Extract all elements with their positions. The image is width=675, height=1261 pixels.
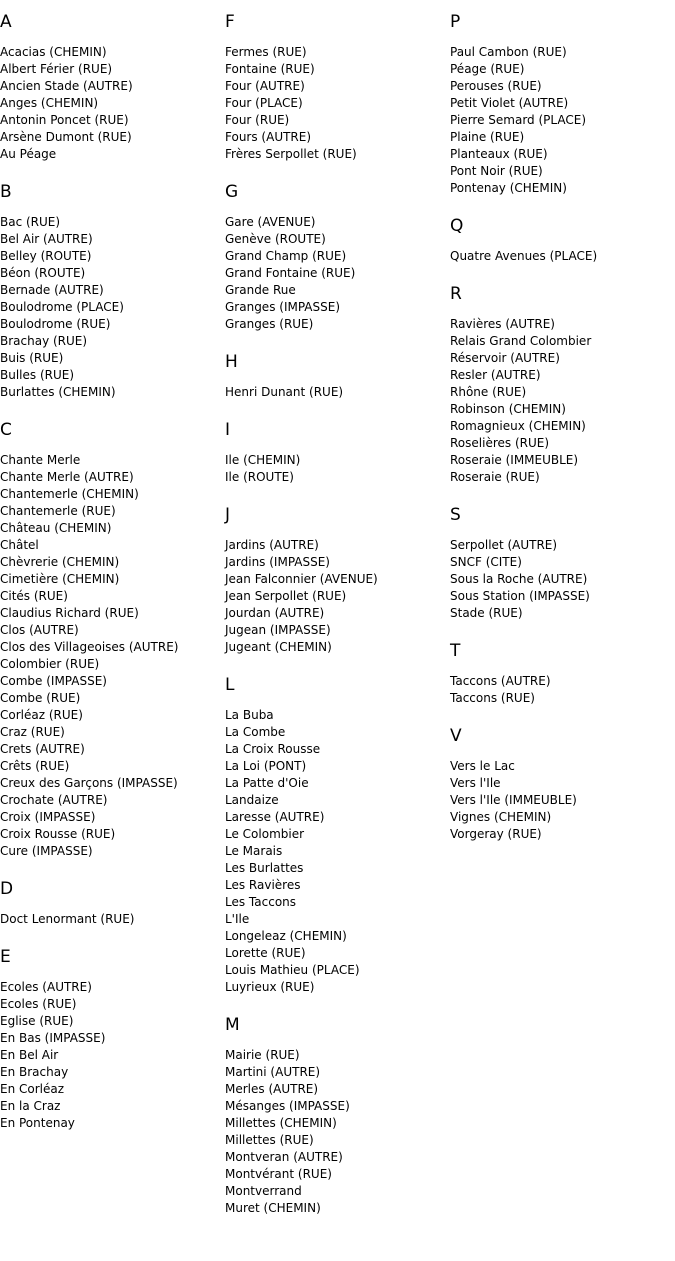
street-name-item: Bac (RUE) — [0, 215, 61, 229]
street-list — [450, 537, 675, 622]
street-name-item: Quatre Avenues (PLACE) — [450, 249, 598, 263]
section-letter-heading: I — [225, 420, 231, 440]
street-name-item: Jardins (IMPASSE) — [225, 555, 330, 569]
street-name-item: Bel Air (AUTRE) — [0, 232, 93, 246]
street-name-item: Croix (IMPASSE) — [0, 810, 96, 824]
street-name-item: Anges (CHEMIN) — [0, 96, 99, 110]
street-name-item: Jardins (AUTRE) — [225, 538, 319, 552]
street-name-item: Taccons (RUE) — [450, 691, 535, 705]
letter-section-h — [225, 350, 450, 401]
street-list — [225, 1047, 450, 1217]
street-name-item: Craz (RUE) — [0, 725, 65, 739]
street-name-item: Henri Dunant (RUE) — [225, 385, 344, 399]
street-name-item: Four (PLACE) — [225, 96, 303, 110]
street-name-item: Serpollet (AUTRE) — [450, 538, 558, 552]
letter-section-e — [0, 945, 225, 1132]
street-name-item: Ancien Stade (AUTRE) — [0, 79, 133, 93]
section-letter-heading: V — [450, 726, 462, 746]
letter-section-r — [450, 282, 675, 486]
street-list — [450, 758, 675, 843]
street-name-item: Chantemerle (CHEMIN) — [0, 487, 139, 501]
section-letter-heading: M — [225, 1015, 240, 1035]
letter-section-t — [450, 639, 675, 707]
street-name-item: En Bas (IMPASSE) — [0, 1031, 106, 1045]
street-name-item: Le Colombier — [225, 827, 305, 841]
street-name-item: Vers l'Ile — [450, 776, 501, 790]
street-name-item: Jean Falconnier (AVENUE) — [225, 572, 378, 586]
street-name-item: Claudius Richard (RUE) — [0, 606, 139, 620]
street-name-item: Boulodrome (RUE) — [0, 317, 111, 331]
street-name-item: Stade (RUE) — [450, 606, 523, 620]
street-list — [450, 44, 675, 197]
street-name-item: Corléaz (RUE) — [0, 708, 83, 722]
street-name-item: Eglise (RUE) — [0, 1014, 74, 1028]
street-list — [0, 979, 225, 1132]
section-letter-heading: T — [450, 641, 461, 661]
street-name-item: Louis Mathieu (PLACE) — [225, 963, 360, 977]
street-name-item: Creux des Garçons (IMPASSE) — [0, 776, 178, 790]
street-name-item: Ecoles (AUTRE) — [0, 980, 92, 994]
street-name-item: Merles (AUTRE) — [225, 1082, 319, 1096]
street-name-item: Genève (ROUTE) — [225, 232, 326, 246]
street-name-item: Roselières (RUE) — [450, 436, 550, 450]
street-name-item: Jean Serpollet (RUE) — [225, 589, 347, 603]
street-name-item: Sous Station (IMPASSE) — [450, 589, 590, 603]
street-name-item: Bulles (RUE) — [0, 368, 75, 382]
street-name-item: Cimetière (CHEMIN) — [0, 572, 120, 586]
section-letter-heading: L — [225, 675, 235, 695]
street-name-item: Albert Férier (RUE) — [0, 62, 113, 76]
street-name-item: Mésanges (IMPASSE) — [225, 1099, 350, 1113]
street-name-item: Chèvrerie (CHEMIN) — [0, 555, 120, 569]
street-name-item: Ile (CHEMIN) — [225, 453, 301, 467]
street-name-item: Combe (IMPASSE) — [0, 674, 107, 688]
street-name-item: Le Marais — [225, 844, 283, 858]
street-name-item: Planteaux (RUE) — [450, 147, 548, 161]
street-name-item: Jugean (IMPASSE) — [225, 623, 331, 637]
street-name-item: Château (CHEMIN) — [0, 521, 112, 535]
street-name-item: Chantemerle (RUE) — [0, 504, 116, 518]
street-name-item: Grand Fontaine (RUE) — [225, 266, 356, 280]
street-name-item: Millettes (RUE) — [225, 1133, 314, 1147]
street-name-item: Rhône (RUE) — [450, 385, 527, 399]
street-name-item: Paul Cambon (RUE) — [450, 45, 567, 59]
street-name-item: Millettes (CHEMIN) — [225, 1116, 337, 1130]
section-letter-heading: Q — [450, 216, 464, 236]
letter-section-p — [450, 10, 675, 197]
street-name-item: Burlattes (CHEMIN) — [0, 385, 116, 399]
street-name-item: Plaine (RUE) — [450, 130, 525, 144]
street-name-item: Fermes (RUE) — [225, 45, 307, 59]
street-name-item: SNCF (CITE) — [450, 555, 522, 569]
street-list — [0, 452, 225, 860]
street-name-item: Luyrieux (RUE) — [225, 980, 315, 994]
street-list — [0, 911, 225, 928]
street-name-item: En Corléaz — [0, 1082, 65, 1096]
street-name-item: Grande Rue — [225, 283, 296, 297]
street-name-item: Chante Merle — [0, 453, 81, 467]
section-letter-heading: B — [0, 182, 12, 202]
street-name-item: Boulodrome (PLACE) — [0, 300, 124, 314]
street-name-item: Romagnieux (CHEMIN) — [450, 419, 586, 433]
street-name-item: La Loi (PONT) — [225, 759, 307, 773]
letter-section-b — [0, 180, 225, 401]
street-name-item: Frères Serpollet (RUE) — [225, 147, 357, 161]
street-name-item: Ravières (AUTRE) — [450, 317, 555, 331]
letter-section-g — [225, 180, 450, 333]
street-name-item: En Bel Air — [0, 1048, 59, 1062]
street-name-item: Montvérant (RUE) — [225, 1167, 332, 1181]
street-name-item: Resler (AUTRE) — [450, 368, 541, 382]
street-list — [0, 44, 225, 163]
street-name-item: Vers l'Ile (IMMEUBLE) — [450, 793, 577, 807]
section-letter-heading: G — [225, 182, 239, 202]
street-name-item: Brachay (RUE) — [0, 334, 88, 348]
street-list — [450, 248, 675, 265]
street-name-item: Chante Merle (AUTRE) — [0, 470, 134, 484]
index-column-3 — [450, 10, 675, 860]
section-letter-heading: D — [0, 879, 14, 899]
street-name-item: En Pontenay — [0, 1116, 75, 1130]
street-name-item: Cités (RUE) — [0, 589, 68, 603]
street-list — [225, 537, 450, 656]
index-column-1 — [0, 10, 225, 1149]
street-name-item: Sous la Roche (AUTRE) — [450, 572, 588, 586]
street-name-item: Ecoles (RUE) — [0, 997, 77, 1011]
street-name-item: Muret (CHEMIN) — [225, 1201, 321, 1215]
section-letter-heading: C — [0, 420, 12, 440]
street-name-item: Granges (IMPASSE) — [225, 300, 341, 314]
street-name-item: Granges (RUE) — [225, 317, 314, 331]
letter-section-i — [225, 418, 450, 486]
street-name-item: Grand Champ (RUE) — [225, 249, 347, 263]
street-name-item: Martini (AUTRE) — [225, 1065, 321, 1079]
street-name-item: Landaize — [225, 793, 279, 807]
street-name-item: Laresse (AUTRE) — [225, 810, 325, 824]
street-name-item: Pontenay (CHEMIN) — [450, 181, 567, 195]
street-name-item: Belley (ROUTE) — [0, 249, 92, 263]
street-name-item: Les Burlattes — [225, 861, 304, 875]
letter-section-f — [225, 10, 450, 163]
street-name-item: Roseraie (RUE) — [450, 470, 540, 484]
street-name-item: Taccons (AUTRE) — [450, 674, 551, 688]
street-name-item: Jugeant (CHEMIN) — [225, 640, 332, 654]
letter-section-s — [450, 503, 675, 622]
letter-section-j — [225, 503, 450, 656]
street-name-item: Pont Noir (RUE) — [450, 164, 543, 178]
street-name-item: Vignes (CHEMIN) — [450, 810, 552, 824]
index-column-2 — [225, 10, 450, 1234]
street-name-item: En la Craz — [0, 1099, 61, 1113]
street-name-item: Montveran (AUTRE) — [225, 1150, 343, 1164]
section-letter-heading: E — [0, 947, 11, 967]
street-name-item: Relais Grand Colombier — [450, 334, 592, 348]
street-name-item: Châtel — [0, 538, 39, 552]
street-name-item: Four (AUTRE) — [225, 79, 305, 93]
street-name-item: La Patte d'Oie — [225, 776, 309, 790]
street-name-item: Mairie (RUE) — [225, 1048, 300, 1062]
section-letter-heading: P — [450, 12, 461, 32]
street-name-item: Fontaine (RUE) — [225, 62, 315, 76]
street-name-item: Acacias (CHEMIN) — [0, 45, 107, 59]
street-name-item: Perouses (RUE) — [450, 79, 542, 93]
street-name-item: Doct Lenormant (RUE) — [0, 912, 135, 926]
letter-section-m — [225, 1013, 450, 1217]
street-name-item: La Combe — [225, 725, 286, 739]
letter-section-a — [0, 10, 225, 163]
letter-section-c — [0, 418, 225, 860]
street-list — [450, 316, 675, 486]
street-name-item: Vorgeray (RUE) — [450, 827, 542, 841]
street-name-item: Colombier (RUE) — [0, 657, 100, 671]
street-name-item: Clos (AUTRE) — [0, 623, 79, 637]
section-letter-heading: F — [225, 12, 235, 32]
street-name-item: Roseraie (IMMEUBLE) — [450, 453, 579, 467]
section-letter-heading: J — [225, 505, 231, 525]
street-name-item: Gare (AVENUE) — [225, 215, 316, 229]
street-name-item: Péage (RUE) — [450, 62, 525, 76]
street-list — [225, 384, 450, 401]
street-name-item: La Croix Rousse — [225, 742, 321, 756]
street-name-item: Petit Violet (AUTRE) — [450, 96, 569, 110]
street-name-item: Réservoir (AUTRE) — [450, 351, 560, 365]
section-letter-heading: A — [0, 12, 12, 32]
street-name-item: Au Péage — [0, 147, 57, 161]
street-list — [225, 214, 450, 333]
street-name-item: Bernade (AUTRE) — [0, 283, 104, 297]
section-letter-heading: R — [450, 284, 462, 304]
street-name-item: Montverrand — [225, 1184, 302, 1198]
street-list — [225, 44, 450, 163]
street-list — [225, 452, 450, 486]
street-name-item: Crochate (AUTRE) — [0, 793, 108, 807]
street-name-item: L'Ile — [225, 912, 250, 926]
street-name-item: Jourdan (AUTRE) — [225, 606, 325, 620]
street-name-item: Robinson (CHEMIN) — [450, 402, 566, 416]
street-name-item: Lorette (RUE) — [225, 946, 306, 960]
street-name-item: Crets (AUTRE) — [0, 742, 85, 756]
street-name-item: Crêts (RUE) — [0, 759, 70, 773]
letter-section-q — [450, 214, 675, 265]
street-name-item: Combe (RUE) — [0, 691, 81, 705]
street-name-item: Cure (IMPASSE) — [0, 844, 93, 858]
street-name-item: Fours (AUTRE) — [225, 130, 312, 144]
street-name-item: La Buba — [225, 708, 274, 722]
letter-section-l — [225, 673, 450, 996]
street-name-item: Antonin Poncet (RUE) — [0, 113, 129, 127]
street-list — [225, 707, 450, 996]
street-list — [0, 214, 225, 401]
street-name-item: Four (RUE) — [225, 113, 290, 127]
section-letter-heading: S — [450, 505, 461, 525]
street-name-item: Clos des Villageoises (AUTRE) — [0, 640, 179, 654]
street-name-item: Croix Rousse (RUE) — [0, 827, 116, 841]
street-name-item: Vers le Lac — [450, 759, 515, 773]
street-list — [450, 673, 675, 707]
street-name-item: Arsène Dumont (RUE) — [0, 130, 132, 144]
street-name-item: Les Taccons — [225, 895, 297, 909]
section-letter-heading: H — [225, 352, 238, 372]
street-name-item: Les Ravières — [225, 878, 301, 892]
street-name-item: Béon (ROUTE) — [0, 266, 86, 280]
letter-section-v — [450, 724, 675, 843]
street-name-item: Ile (ROUTE) — [225, 470, 294, 484]
letter-section-d — [0, 877, 225, 928]
street-name-item: Pierre Semard (PLACE) — [450, 113, 586, 127]
street-name-item: Longeleaz (CHEMIN) — [225, 929, 347, 943]
street-name-item: En Brachay — [0, 1065, 69, 1079]
street-name-item: Buis (RUE) — [0, 351, 64, 365]
